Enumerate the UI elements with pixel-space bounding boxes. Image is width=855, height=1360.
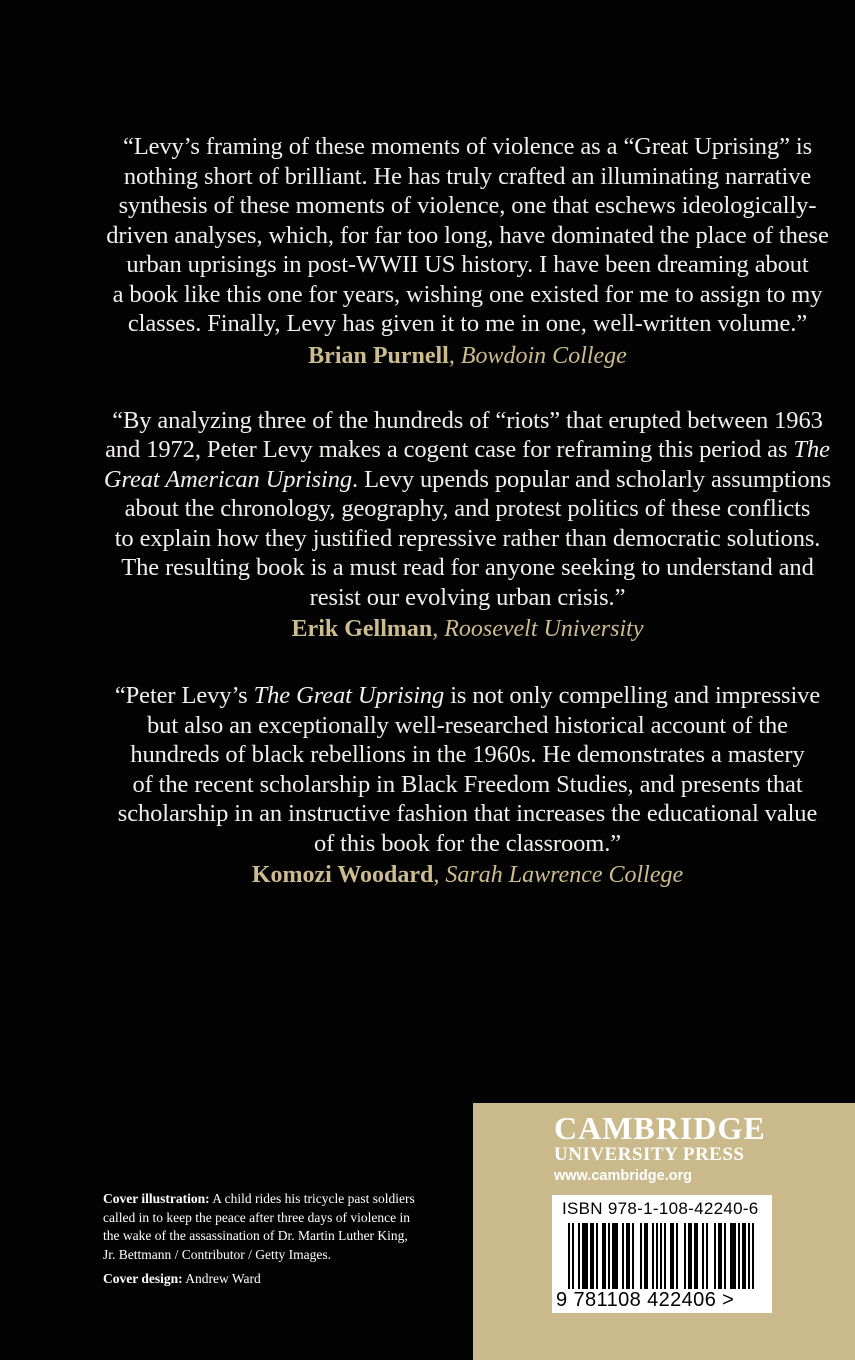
publisher-name: CAMBRIDGE <box>554 1110 766 1146</box>
quote-line: scholarship in an instructive fashion that increases the educational value <box>117 800 818 827</box>
quote-line: nothing short of brilliant. He has truly crafted an illuminating narrative <box>123 162 812 190</box>
quote-line: . Levy upends popular and scholarly assumptions <box>352 465 832 493</box>
endorsement-attribution: Erik Gellman, Roosevelt University <box>291 616 644 642</box>
endorsement-quote <box>100 132 835 339</box>
endorsement-gellman <box>100 406 835 645</box>
endorsement-quote <box>100 681 835 858</box>
quote-line: classes. Finally, Levy has given it to me in one, well-written volume.” <box>127 310 808 337</box>
quote-line: “Peter Levy’s <box>114 682 254 709</box>
endorsement-quote <box>100 406 835 613</box>
quote-line: of this book for the classroom.” <box>313 829 622 857</box>
book-title-italic: Great American Uprising <box>103 465 353 493</box>
cover-illustration-credit <box>103 1190 453 1264</box>
quote-line: hundreds of black rebellions in the 1960s. He demonstrates a mastery <box>130 741 805 768</box>
publisher-panel <box>473 1103 855 1360</box>
endorser-institution: Bowdoin College <box>460 342 627 369</box>
quote-line: and 1972, Peter Levy makes a cogent case for reframing this period as <box>105 436 794 463</box>
credit-text: the wake of the assassination of Dr. Martin Luther King, <box>103 1228 408 1243</box>
credit-text: A child rides his tricycle past soldiers <box>209 1191 415 1206</box>
endorsements <box>100 132 835 890</box>
credit-label: Cover design: <box>103 1271 183 1286</box>
quote-line: but also an exceptionally well-researched historical account of the <box>147 711 788 739</box>
quote-line: “By analyzing three of the hundreds of “riots” that erupted between 1963 <box>112 406 823 434</box>
cover-credits <box>103 1190 453 1289</box>
publisher-subtitle: UNIVERSITY PRESS <box>554 1144 745 1165</box>
credit-text: called in to keep the peace after three days of violence in <box>103 1209 410 1225</box>
endorser-institution: Roosevelt University <box>444 616 644 642</box>
endorser-name: Komozi Woodard <box>251 862 434 888</box>
endorser-name: Brian Purnell <box>308 342 449 369</box>
book-title-italic: The Great Uprising <box>253 682 445 709</box>
isbn-barcode <box>552 1195 772 1313</box>
publisher-url: www.cambridge.org <box>554 1168 693 1184</box>
isbn-text: ISBN 978-1-108-42240-6 <box>562 1199 759 1218</box>
endorsement-purnell <box>100 132 835 371</box>
quote-line: The resulting book is a must read for anyone seeking to understand and <box>121 554 814 581</box>
endorser-name: Erik Gellman <box>291 616 433 642</box>
quote-line: urban uprisings in post-WWII US history. I have been dreaming about <box>126 251 809 278</box>
quote-line: synthesis of these moments of violence, one that eschews ideologically- <box>118 192 817 219</box>
endorsement-attribution: Brian Purnell, Bowdoin College <box>308 342 627 369</box>
book-title-italic: The <box>793 436 830 463</box>
quote-line: resist our evolving urban crisis.” <box>309 583 626 611</box>
endorsement-woodard <box>100 681 835 890</box>
barcode-icon <box>560 1223 764 1289</box>
credit-text: Jr. Bettmann / Contributor / Getty Images. <box>103 1246 331 1262</box>
quote-line: of the recent scholarship in Black Freedom Studies, and presents that <box>132 770 803 798</box>
credit-label: Cover illustration: <box>103 1191 210 1206</box>
quote-line: is not only compelling and impressive <box>444 682 821 709</box>
quote-line: “Levy’s framing of these moments of violence as a “Great Uprising” is <box>122 133 813 160</box>
endorser-institution: Sarah Lawrence College <box>445 862 684 888</box>
quote-line: about the chronology, geography, and protest politics of these conflicts <box>124 495 811 522</box>
quote-line: a book like this one for years, wishing one existed for me to assign to my <box>112 280 823 308</box>
quote-line: to explain how they justified repressive rather than democratic solutions. <box>114 524 821 552</box>
endorsement-attribution: Komozi Woodard, Sarah Lawrence College <box>251 862 684 888</box>
quote-line: driven analyses, which, for far too long, have dominated the place of these <box>106 221 829 249</box>
barcode-digits: 9 781108 422406 > <box>556 1289 735 1311</box>
credit-text: Andrew Ward <box>182 1271 261 1286</box>
cover-design-credit <box>103 1270 453 1289</box>
